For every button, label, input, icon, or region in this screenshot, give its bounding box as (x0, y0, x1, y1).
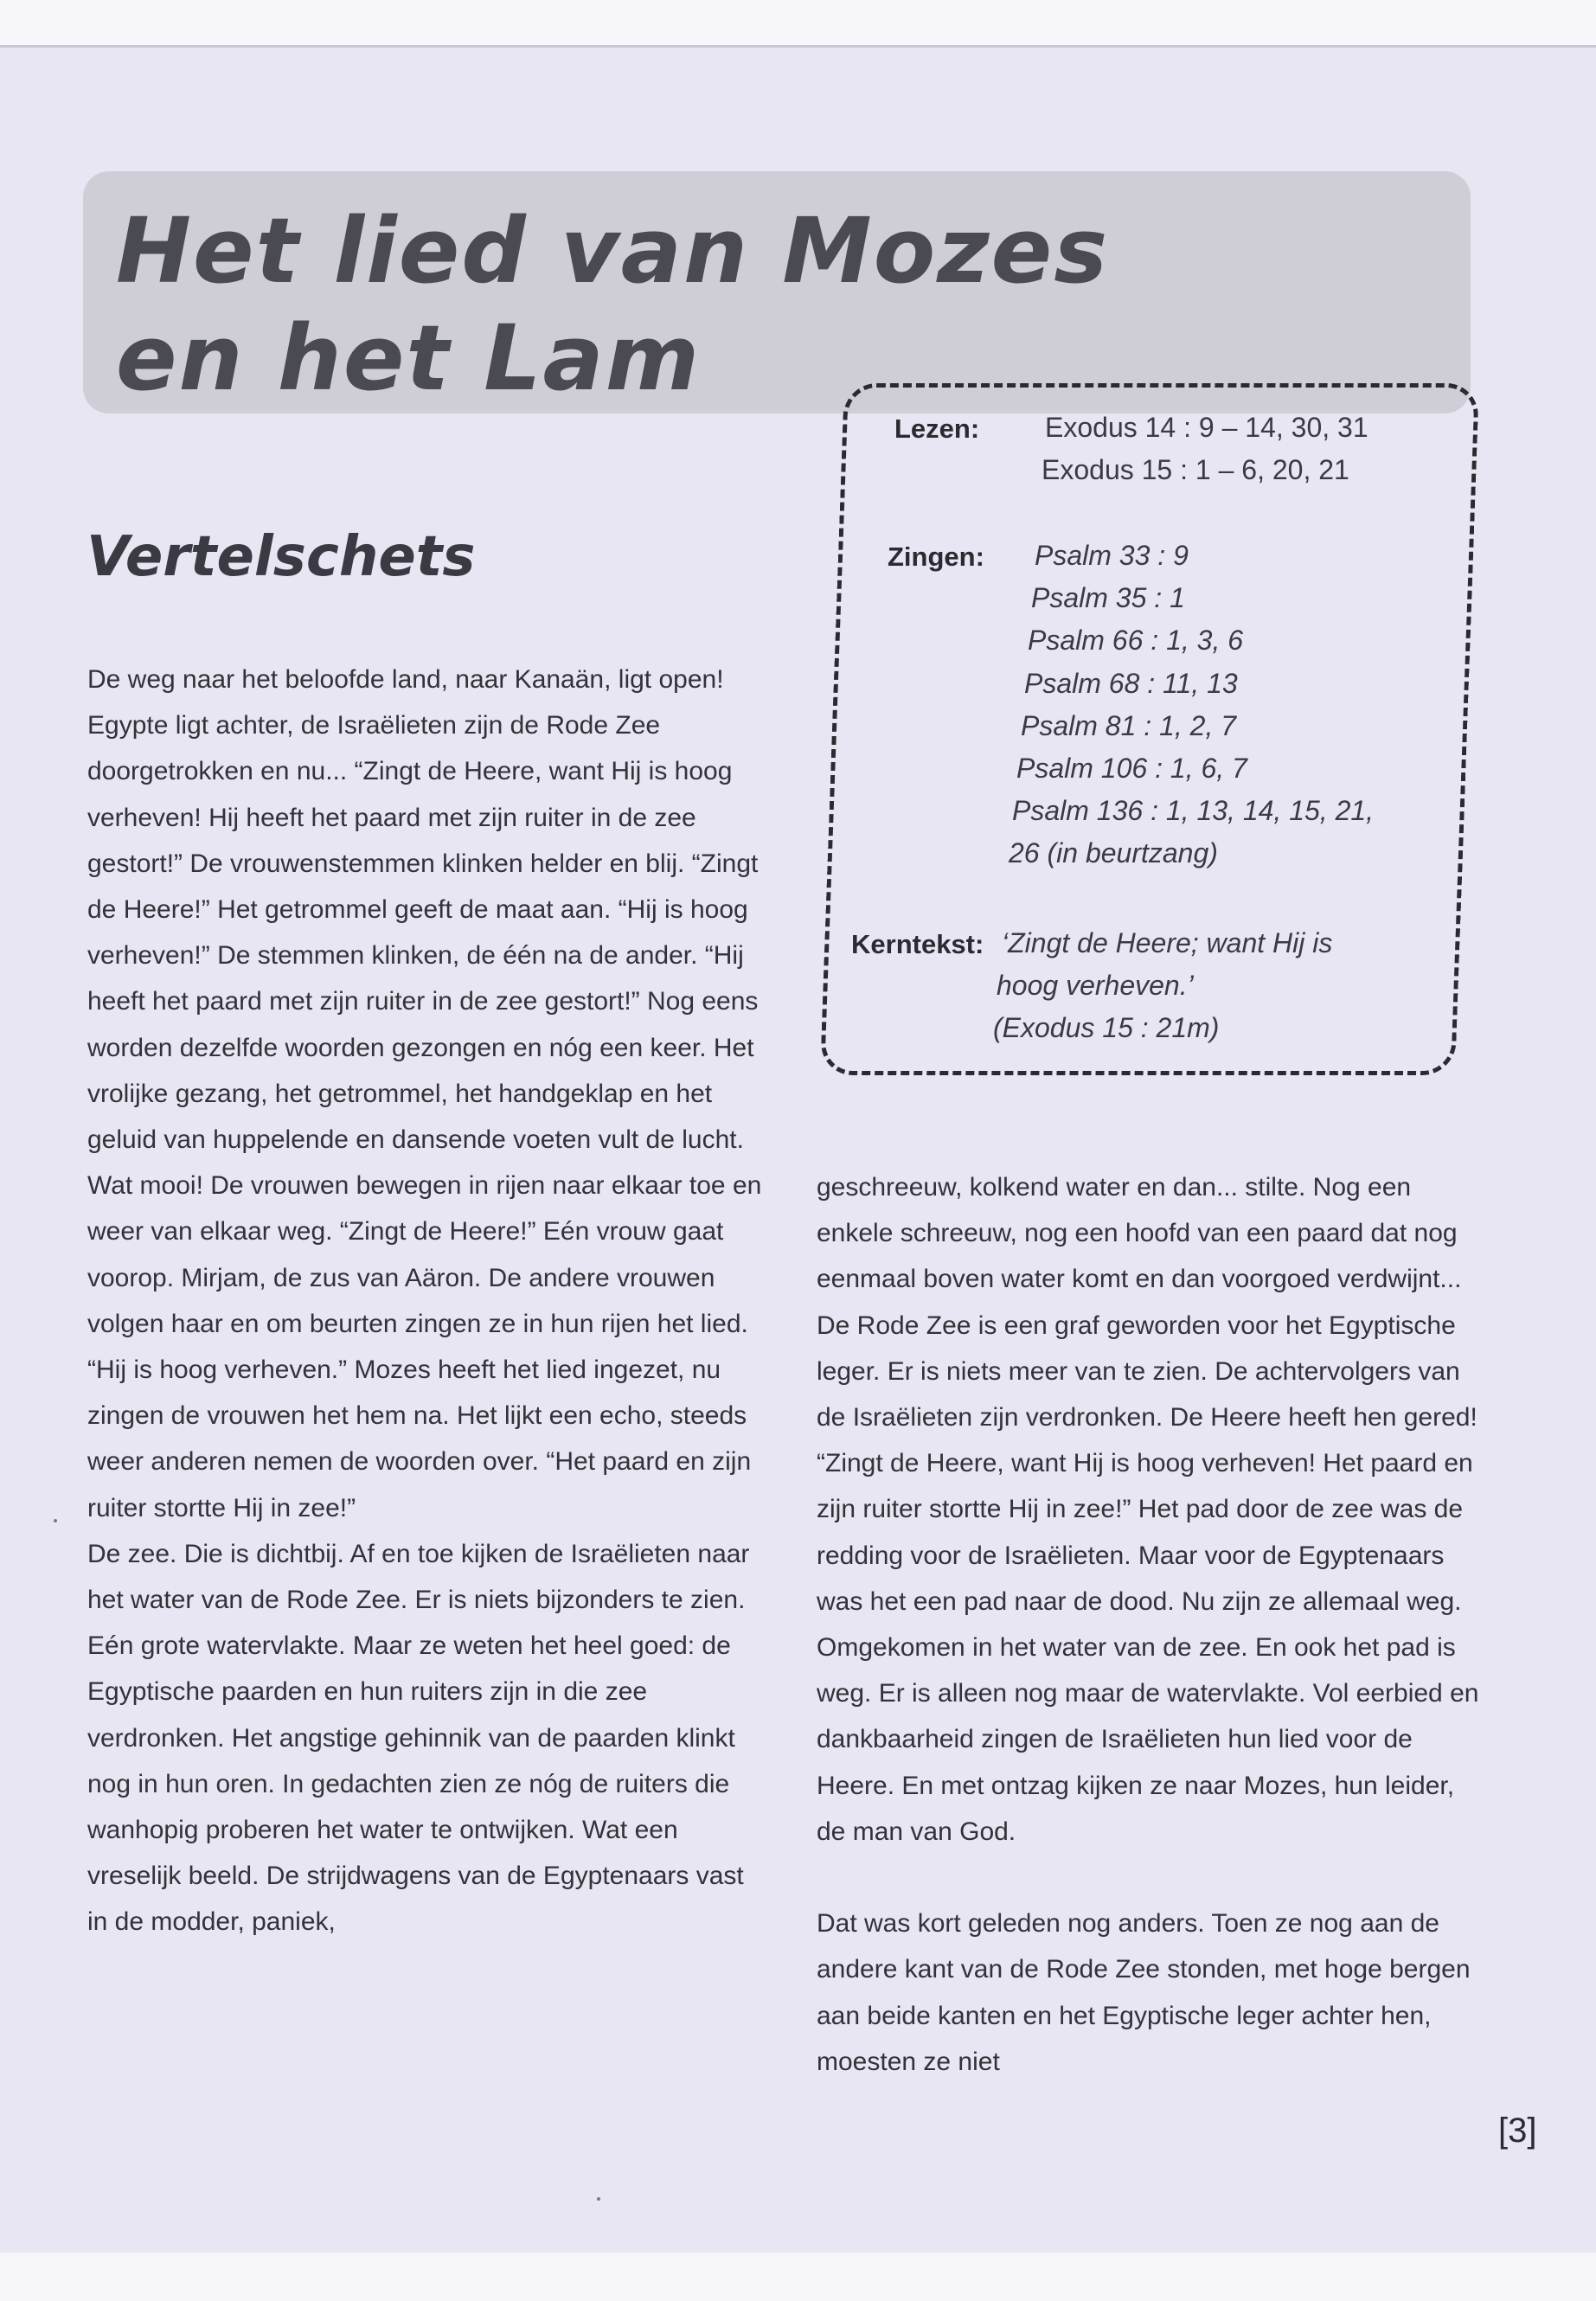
zingen-psalm: Psalm 106 : 1, 6, 7 (1016, 753, 1247, 784)
zingen-psalm: Psalm 136 : 1, 13, 14, 15, 21, (1012, 795, 1375, 826)
zingen-psalm: Psalm 33 : 9 (1035, 540, 1189, 571)
kerntekst-label: Kerntekst: (851, 929, 984, 959)
body-paragraph: Dat was kort geleden nog anders. Toen ze nog aan de andere kant van de Rode Zee stonden, met hoge bergen aan beide kanten en het Egyptische leger achter hen, moesten ze niet (817, 1909, 1471, 2076)
body-paragraph: De weg naar het beloofde land, naar Kanaän, ligt open! Egypte ligt achter, de Israëlieten zijn de Rode Zee doorgetrokken en nu... “Zingt de Heere, want Hij is hoog verheven! Hij heeft het paard met zijn ruiter in de zee gestort!” De vrouwenstemmen klinken helder en blij. “Zingt de Heere!” Het getrommel geeft de maat aan. “Hij is hoog verheven!” De stemmen klinken, de één na de ander. “Hij heeft het paard met zijn ruiter in de zee gestort!” Nog eens worden dezelfde woorden gezongen en nóg een keer. Het vrolijke gezang, het getrommel, het handgeklap en het geluid van huppelende en dansende voeten vult de lucht. Wat mooi! De vrouwen bewegen in rijen naar elkaar toe en weer van elkaar weg. “Zingt de Heere!” Eén vrouw gaat voorop. Mirjam, de zus van Aäron. De andere vrouwen volgen haar en om beurten zingen ze in hun rijen het lied. “Hij is hoog verheven.” Mozes heeft het lied ingezet, nu zingen de vrouwen het hem na. Het lijkt een echo, steeds weer anderen nemen de woorden over. “Het paard en zijn ruiter stortte Hij in zee!” (87, 665, 762, 1522)
page-title-line-2: en het Lam (116, 305, 702, 411)
body-column-left (87, 657, 771, 1945)
lezen-reference: Exodus 15 : 1 – 6, 20, 21 (1042, 454, 1349, 485)
kerntekst-source: (Exodus 15 : 21m) (993, 1012, 1220, 1043)
zingen-psalm: Psalm 68 : 11, 13 (1024, 668, 1238, 699)
zingen-psalm: Psalm 66 : 1, 3, 6 (1028, 625, 1244, 656)
page-number: [3] (1498, 2112, 1537, 2150)
top-rule (0, 45, 1596, 48)
page-title-line-1: Het lied van Mozes (116, 198, 1110, 304)
kerntekst-text: ‘Zingt de Heere; want Hij is (1002, 927, 1333, 958)
kerntekst-text: hoog verheven.’ (997, 970, 1194, 1001)
lezen-reference: Exodus 14 : 9 – 14, 30, 31 (1045, 412, 1368, 443)
zingen-psalm: 26 (in beurtzang) (1009, 837, 1218, 868)
section-heading: Vertelschets (87, 525, 476, 589)
body-paragraph: geschreeuw, kolkend water en dan... stilte. Nog een enkele schreeuw, nog een hoofd van een paard dat nog eenmaal boven water komt en dan voorgoed verdwijnt... De Rode Zee is een graf geworden voor het Egyptische leger. Er is niets meer van te zien. De achtervolgers van de Israëlieten zijn verdronken. De Heere heeft hen gered! “Zingt de Heere, want Hij is hoog verheven! Het paard en zijn ruiter stortte Hij in zee!” Het pad door de zee was de redding voor de Israëlieten. Maar voor de Egyptenaars was het een pad naar de dood. Nu zijn ze allemaal weg. Omgekomen in het water van de zee. En ook het pad is weg. Er is alleen nog maar de watervlakte. Vol eerbied en dankbaarheid zingen de Israëlieten hun lied voor de Heere. En met ontzag kijken ze naar Mozes, hun leider, de man van God. (817, 1173, 1479, 1846)
scan-speck (597, 2197, 600, 2201)
body-column-right (817, 1164, 1483, 2085)
zingen-psalm: Psalm 35 : 1 (1031, 582, 1185, 613)
lezen-label: Lezen: (894, 413, 980, 444)
paragraph-spacer (817, 1855, 1483, 1900)
scan-speck (54, 1519, 57, 1522)
zingen-label: Zingen: (888, 542, 984, 572)
zingen-psalm: Psalm 81 : 1, 2, 7 (1021, 710, 1237, 741)
body-paragraph: De zee. Die is dichtbij. Af en toe kijken de Israëlieten naar het water van de Rode Zee. Er is niets bijzonders te zien. Eén grote watervlakte. Maar ze weten het heel goed: de Egyptische paarden en hun ruiters zijn in die zee verdronken. Het angstige gehinnik van de paarden klinkt nog in hun oren. In gedachten zien ze nóg de ruiters die wanhopig proberen het water te ontwijken. Wat een vreselijk beeld. De strijdwagens van de Egyptenaars vast in de modder, paniek, (87, 1539, 750, 1937)
